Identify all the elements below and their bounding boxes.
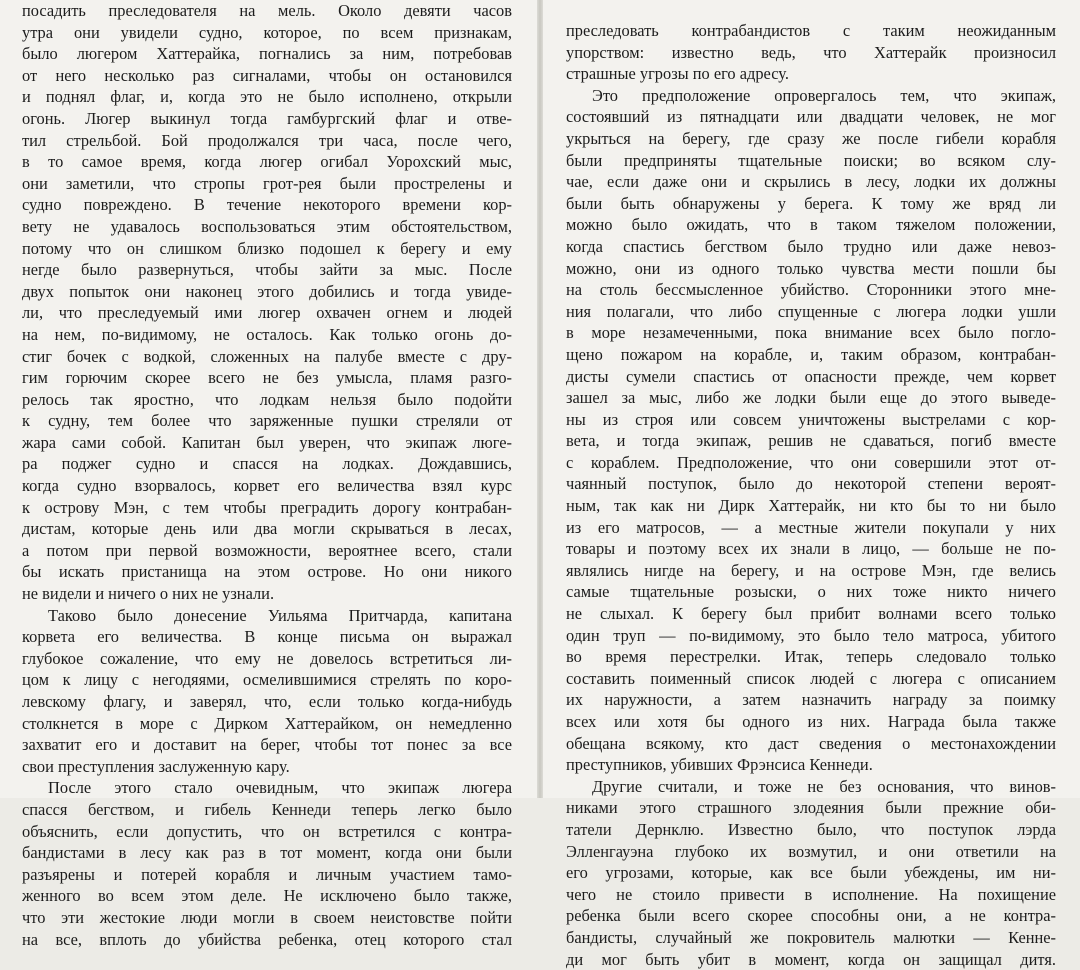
right-page-text (566, 20, 1056, 970)
text-line: что эти жестокие люди могли в своем неистовстве пойти (22, 907, 512, 927)
text-line: утра они увидели судно, которое, по всем признакам, (22, 22, 512, 42)
text-line: их наружности, а затем назначить награду за поимку (566, 690, 1056, 710)
text-line: никами этого страшного злодеяния были прежние оби- (566, 798, 1056, 818)
text-line: и поднял флаг, и, когда это не было исполнено, открыли (22, 87, 512, 107)
text-line: преступников, убивших Фрэнсиса Кеннеди. (566, 755, 873, 775)
text-line: на все, вплоть до убийства ребенка, отец которого стал (22, 929, 512, 949)
text-line: когда судно взорвалось, корвет его величества взял курс (22, 476, 512, 496)
text-line: разъярены и потерей корабля и личным участием тамо- (22, 864, 512, 884)
text-line: негде было развернуться, чтобы зайти за мыс. После (22, 260, 512, 280)
text-line: тил стрельбой. Бой продолжался три часа, после чего, (22, 130, 512, 150)
text-line: товары и поэтому всех их знали в лицо, — больше не по- (566, 539, 1056, 559)
text-line: были быть обнаружены у берега. К тому же вряд ли (566, 193, 1056, 213)
text-line: дисты сумели спастись от опасности прежде, чем корвет (566, 366, 1056, 386)
text-line: захватит его и доставит на берег, чтобы тот понес за все (22, 735, 512, 755)
text-line: когда спастись бегством было трудно или даже невоз- (566, 236, 1056, 256)
text-line: не слыхал. К берегу был прибит волнами всего только (566, 604, 1056, 624)
text-line: щено пожаром на корабле, и, таким образом, контрабан- (566, 344, 1056, 364)
text-line: зашел за мыс, либо же лодки были еще до этого выведе- (566, 388, 1056, 408)
text-line: объяснить, если допустить, что он встретился с контра- (22, 821, 512, 841)
text-line: состоявший из пятнадцати или двадцати человек, не мог (566, 107, 1056, 127)
text-line: в море незамеченными, пока внимание всех было погло- (566, 323, 1056, 343)
text-line: всех или хотя бы одного из них. Награда была также (566, 712, 1056, 731)
text-line: к судну, тем более что заряженные пушки стреляли от (22, 411, 512, 431)
text-line: самые тщательные розыски, о них тоже никто ничего (566, 582, 1056, 602)
text-line: корвета его величества. В конце письма он выражал (22, 627, 512, 647)
text-line: упорством: известно ведь, что Хаттерайк произносил (566, 42, 1056, 62)
text-line: составить поименный список людей с люгера с описанием (566, 668, 1056, 688)
text-line: обещана всякому, кто даст сведения о местонахождении (566, 733, 1056, 753)
text-line: дистам, которые день или два могли скрываться в лесах, (22, 519, 512, 539)
text-line: ра поджег судно и спасся на лодках. Дождавшись, (22, 454, 512, 474)
text-line: к острову Мэн, с тем чтобы преградить дорогу контрабан- (22, 497, 512, 517)
text-line: потому что он слишком близко подошел к берегу и ему (22, 238, 512, 258)
text-line: ния полагали, что либо спущенные с люгера лодки ушли (566, 301, 1056, 321)
text-line: страшные угрозы по его адресу. (566, 64, 789, 84)
text-line: укрыться на берегу, где сразу же после гибели корабля (566, 128, 1056, 148)
text-line: релось так яростно, что лодкам нельзя было подойти (22, 389, 512, 409)
text-line: судно повреждено. В течение некоторого времени кор- (22, 195, 512, 215)
text-line: Это предположение опровергалось тем, что экипаж, (592, 85, 1056, 105)
text-line: ли, что преследуемый ими люгер охвачен огнем и людей (22, 303, 512, 323)
text-line: татели Дернклю. Известно было, что поступок лэрда (566, 819, 1056, 839)
text-line: от него несколько раз сигналами, чтобы он остановился (22, 65, 512, 85)
text-line: бы искать пристанища на этом острове. Но они никого (22, 562, 512, 582)
text-line: свои преступления заслуженную кару. (22, 756, 290, 776)
text-line: являлись нигде на берегу, и на острове Мэн, где велись (566, 560, 1056, 580)
text-line: были предприняты тщательные поиски; во всяком слу- (566, 150, 1056, 170)
text-line: Другие считали, и тоже не без основания, что винов- (592, 776, 1056, 796)
text-line: вету не удавалось воспользоваться этим обстоятельством, (22, 216, 512, 236)
text-line: чего не стоило привести в исполнение. На похищение (566, 884, 1056, 904)
text-line: После этого стало очевидным, что экипаж люгера (48, 778, 512, 798)
text-line: посадить преследователя на мель. Около девяти часов (22, 1, 512, 20)
text-line: Таково было донесение Уильяма Притчарда, капитана (48, 605, 512, 625)
text-line: жара сами собой. Капитан был уверен, что экипаж люге- (22, 432, 512, 452)
text-line: чаянный поступок, было до некоторой степени вероят- (566, 474, 1056, 494)
text-line: цом к лицу с негодяями, осмелившимися стрелять по коро- (22, 670, 512, 690)
text-line: бандистами в лесу как раз в тот момент, когда они были (22, 843, 512, 863)
text-line: бандисты, случайный же покровитель малютки — Кенне- (566, 927, 1056, 947)
text-line: двух попыток они наконец этого добились и тогда увиде- (22, 281, 512, 301)
text-line: на столь бессмысленное убийство. Сторонники этого мне- (566, 280, 1056, 300)
text-line: глубокое сожаление, что ему не довелось встретиться ли- (22, 648, 512, 668)
text-line: ребенка были всего скорее способны они, а не контра- (566, 906, 1056, 926)
text-line: столкнется в море с Дирком Хаттерайком, он немедленно (22, 713, 512, 733)
text-line: на нем, по-видимому, не осталось. Как только огонь до- (22, 324, 512, 344)
text-line: стиг бочек с водкой, сложенных на палубе вместе с дру- (22, 346, 512, 366)
left-page-text (22, 0, 512, 950)
left-page (0, 0, 540, 949)
text-line: во время перестрелки. Итак, теперь следовало только (566, 647, 1056, 667)
text-line: чае, если даже они и скрылись в лесу, лодки их должны (566, 172, 1056, 192)
text-line: преследовать контрабандистов с таким неожиданным (566, 21, 1056, 40)
text-line: ди мог быть убит в момент, когда он защищал дитя. (566, 949, 1056, 969)
text-line: спасся бегством, и гибель Кеннеди теперь легко было (22, 799, 512, 819)
text-line: было люгером Хаттерайка, погнались за ним, потребовав (22, 44, 512, 64)
right-page (540, 0, 1080, 969)
text-line: а потом при первой возможности, вероятнее всего, стали (22, 540, 512, 560)
text-line: ным, так как ни Дирк Хаттерайк, ни кто бы то ни было (566, 496, 1056, 516)
text-line: один труп — по-видимому, это было тело матроса, убитого (566, 625, 1056, 645)
text-line: женного во всем этом деле. Не исключено было также, (22, 886, 512, 906)
text-line: не видели и ничего о них не узнали. (22, 584, 275, 604)
text-line: огонь. Люгер выкинул тогда гамбургский флаг и отве- (22, 108, 512, 128)
text-line: в то самое время, когда люгер огибал Уорохский мыс, (22, 152, 512, 172)
text-line: можно, они из одного только чувства мести пошли бы (566, 258, 1056, 278)
text-line: левскому флагу, и заверял, что, если только когда-нибудь (22, 692, 512, 711)
text-line: его угрозами, которые, как все были убеждены, им ни- (566, 863, 1056, 883)
text-line: гим горючим скорее всего не без умысла, пламя разго- (22, 368, 512, 388)
text-line: Элленгауэна глубоко их возмутил, и они ответили на (566, 841, 1056, 861)
text-line: с кораблем. Предположение, что они совершили этот от- (566, 452, 1056, 472)
text-line: можно было ожидать, что в таком тяжелом положении, (566, 215, 1056, 235)
text-line: ны из строя или совсем уничтожены выстрелами с кор- (566, 409, 1056, 429)
text-line: вета, и тогда экипаж, решив не сдаваться, погиб вместе (566, 431, 1056, 451)
text-line: они заметили, что стропы грот-рея были прострелены и (22, 173, 512, 193)
text-line: из его матросов, — а местные жители покупали у них (566, 517, 1056, 537)
